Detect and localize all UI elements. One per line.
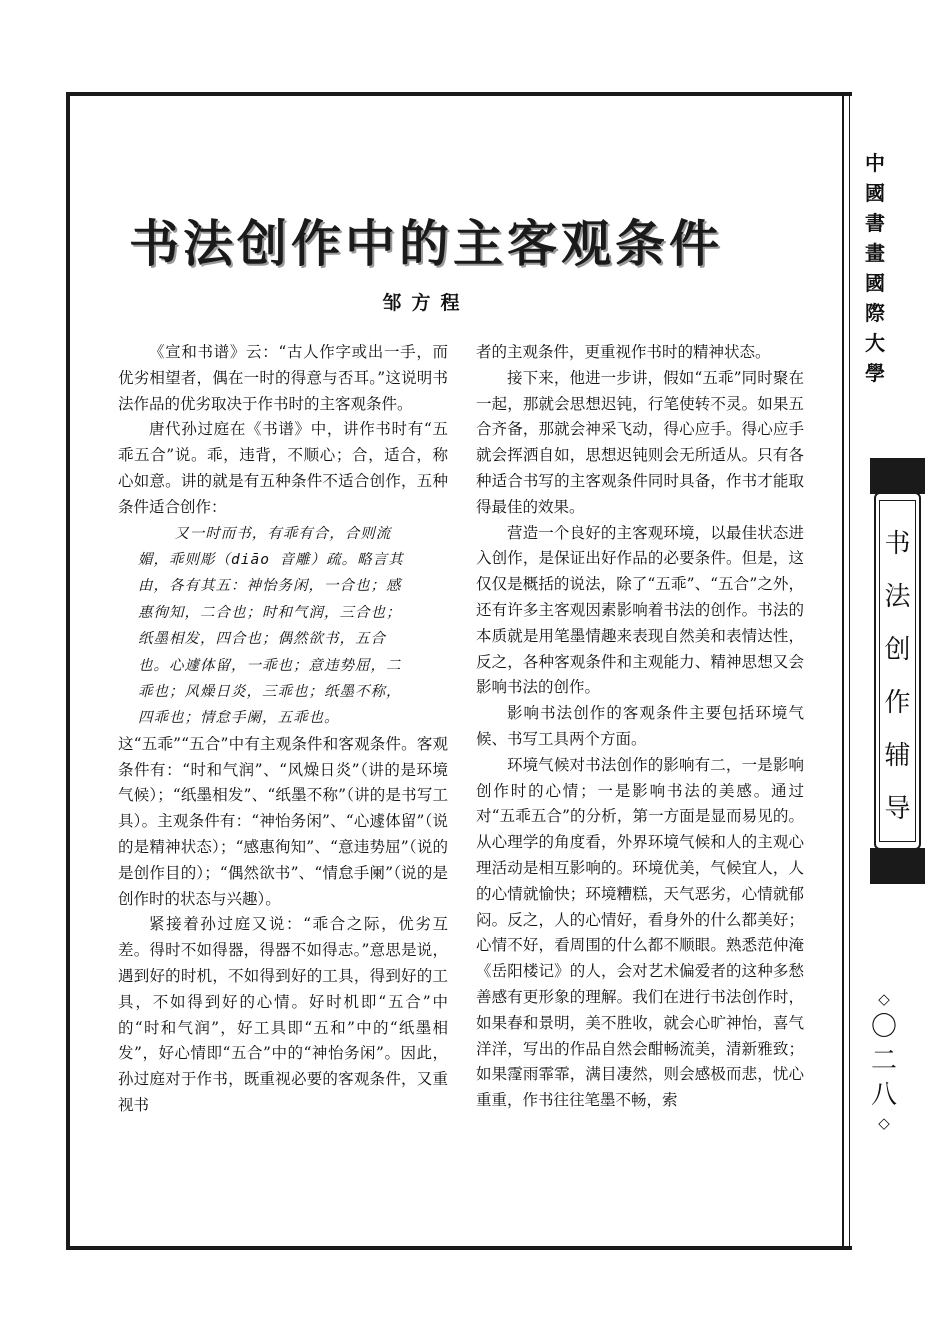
quote-line: 也。心遽体留，一乖也；意违势屈，二	[138, 657, 402, 674]
journal-name	[858, 148, 892, 388]
frame-divider-inner	[849, 92, 850, 1250]
journal-char: 中	[865, 151, 885, 175]
journal-char: 大	[865, 331, 885, 355]
frame-divider	[842, 92, 844, 1250]
right-column	[476, 340, 804, 1114]
section-char: 法	[884, 582, 911, 612]
paragraph: 紧接着孙过庭又说：“乖合之际，优劣互差。得时不如得器，得器不如得志。”意思是说，遇到好的时机，不如得到好的工具，得到好的工具，不如得到好的心情。好时机即“五合”中的“时和气润”，好工具即“五和”中的“纸墨相发”，好心情即“五合”中的“神怡务闲”。因此，孙过庭对于作书，既重视必要的客观条件，又重视书	[118, 915, 448, 1114]
page-number	[860, 988, 908, 1134]
paragraph: 营造一个良好的主客观环境，以最佳状态进入创作，是保证出好作品的必要条件。但是，这仅仅是概括的说法，除了“五乖”、“五合”之外，还有许多主客观因素影响着书法的创作。书法的本质就是用笔墨情趣来表现自然美和表情达性，反之，各种客观条件和主观能力、精神思想又会影响书法的创作。	[476, 523, 804, 697]
quote-line: 媚，乖则彫（diāo 音雕）疏。略言其	[138, 551, 404, 568]
journal-char: 際	[865, 301, 885, 325]
journal-char: 國	[865, 271, 885, 295]
journal-char: 學	[865, 361, 885, 385]
journal-char: 書	[865, 211, 885, 235]
section-tab-cap-top	[870, 458, 925, 494]
quote-line: 惠徇知，二合也；时和气润，三合也；	[138, 604, 402, 621]
page-digit: 八	[870, 1080, 897, 1110]
paragraph: 《宣和书谱》云：“古人作字或出一手，而优劣相望者，偶在一时的得意与否耳。”这说明书法作品的优劣取决于作书时的主客观条件。	[118, 343, 448, 413]
quote-line: 四乖也；情怠手阑，五乖也。	[138, 710, 340, 727]
paragraph: 环境气候对书法创作的影响有二，一是影响创作时的心情；一是影响书法的美感。通过对“五乖五合”的分析，第一方面是显而易见的。从心理学的角度看，外界环境气候和人的主观心理活动是相互影响的。环境优美，气候宜人，人的心情就愉快；环境糟糕，天气恶劣，心情就郁闷。反之，人的心情好，看身外的什么都美好；心情不好，看周围的什么都不顺眼。熟悉范仲淹《岳阳楼记》的人，会对艺术偏爱者的这种多愁善感有更形象的理解。我们在进行书法创作时，如果春和景明，美不胜收，就会心旷神怡，喜气洋洋，写出的作品自然会酣畅流美，清新雅致；如果霪雨霏霏，满目凄然，则会感极而悲，忧心重重，作书往往笔墨不畅，索	[476, 755, 804, 1110]
quote-line: 又一时而书，有乖有合，合则流	[174, 525, 392, 542]
paragraph: 唐代孙过庭在《书谱》中，讲作书时有“五乖五合”说。乖，违背，不顺心；合，适合，称心如意。讲的就是有五种条件不适合创作，五种条件适合创作：	[118, 420, 448, 516]
section-char: 书	[884, 529, 911, 559]
article-title: 书法创作中的主客观条件	[129, 214, 723, 273]
journal-char: 國	[865, 181, 885, 205]
article-author: 邹方程	[382, 292, 470, 314]
page-digit: 二	[870, 1046, 897, 1076]
section-char: 作	[884, 688, 911, 718]
paragraph: 者的主观条件，更重视作书时的精神状态。	[476, 343, 771, 361]
section-tab-cap-bottom	[870, 848, 925, 884]
page-digit: 〇	[870, 1012, 897, 1042]
quote-line: 纸墨相发，四合也；偶然欲书，五合	[138, 631, 386, 648]
section-char: 导	[884, 794, 911, 824]
section-label	[874, 518, 921, 836]
paragraph: 接下来，他进一步讲，假如“五乖”同时聚在一起，那就会思想迟钝，行笔使转不灵。如果五合齐备，那就会神采飞动，得心应手。得心应手就会挥洒自如，思想迟钝则会无所适从。只有各种适合书写的主客观条件同时具备，作书才能取得最佳的效果。	[476, 368, 804, 516]
quote-line: 乖也；风燥日炎，三乖也；纸墨不称，	[138, 684, 402, 701]
paragraph: 这“五乖”“五合”中有主观条件和客观条件。客观条件有：“时和气润”、“风燥日炎”（讲的是环境气候）；“纸墨相发”、“纸墨不称”（讲的是书写工具）。主观条件有：“神怡务闲”、“心遽体留”（说的是精神状态）；“感惠徇知”、“意违势屈”（说的是创作目的）；“偶然欲书”、“情怠手阑”（说的是创作时的状态与兴趣）。	[118, 734, 448, 908]
section-char: 创	[884, 635, 911, 665]
quote-line: 由，各有其五：神怡务闲，一合也；感	[138, 578, 402, 595]
journal-char: 畫	[865, 241, 885, 265]
diamond-icon: ◇	[878, 990, 890, 1008]
section-char: 辅	[884, 741, 911, 771]
paragraph: 影响书法创作的客观条件主要包括环境气候、书写工具两个方面。	[476, 704, 804, 748]
diamond-icon: ◇	[878, 1114, 890, 1132]
block-quote	[118, 521, 448, 732]
left-column	[118, 340, 448, 1119]
